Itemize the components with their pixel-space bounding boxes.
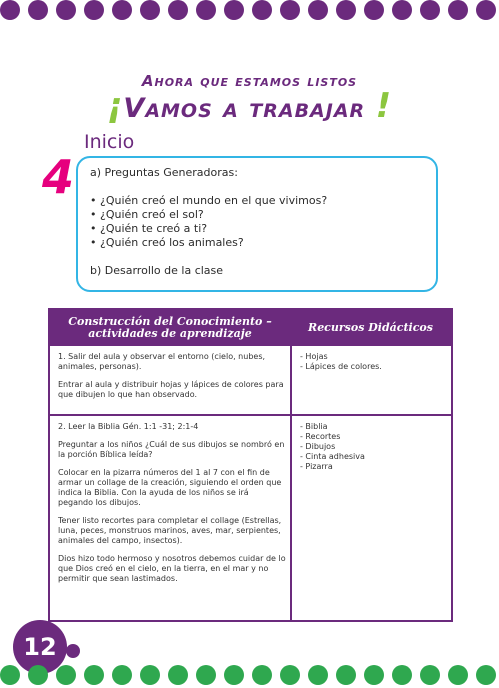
resource-item: - Dibujos (300, 442, 336, 451)
activity-paragraph: Entrar al aula y distribuir hojas y lápices de colores para que dibujen lo que han observado. (58, 380, 284, 399)
border-dot (28, 665, 48, 685)
part-a-label: a) Preguntas Generadoras: (90, 166, 238, 179)
border-dot (420, 665, 440, 685)
page-number-badge: 12 (13, 620, 67, 674)
border-dot (336, 665, 356, 685)
step-number: 4 (42, 150, 75, 204)
border-dot (392, 0, 412, 20)
section-label: Inicio (84, 131, 135, 153)
question-item: • ¿Quién creó los animales? (90, 236, 244, 249)
column-divider (290, 346, 292, 620)
part-b-label: b) Desarrollo de la clase (90, 264, 224, 277)
border-dot (224, 0, 244, 20)
border-dot (420, 0, 440, 20)
border-dot (364, 0, 384, 20)
resource-item: - Recortes (300, 432, 341, 441)
border-dot (84, 0, 104, 20)
border-dot (0, 0, 20, 20)
header-activities: Construcción del Conocimiento – actividades de aprendizaje (68, 315, 272, 340)
page-subtitle: Ahora que estamos listos (141, 72, 358, 90)
border-dot (280, 665, 300, 685)
top-dot-border (0, 0, 499, 24)
border-dot (56, 665, 76, 685)
border-dot (224, 665, 244, 685)
border-dot (112, 665, 132, 685)
question-item: • ¿Quién creó el sol? (90, 208, 204, 221)
border-dot (0, 665, 20, 685)
border-dot (84, 665, 104, 685)
row-divider (50, 414, 451, 416)
border-dot (476, 0, 496, 20)
row2-activities (58, 422, 286, 592)
activity-paragraph: Preguntar a los niños ¿Cuál de sus dibujos se nombró en la porción Bíblica leída? (58, 440, 285, 459)
border-dot (56, 0, 76, 20)
resource-item: - Pizarra (300, 462, 333, 471)
title-close-exclamation: ! (375, 86, 393, 126)
question-item: • ¿Quién te creó a ti? (90, 222, 208, 235)
title-text: Vamos a trabajar (123, 93, 366, 124)
border-dot (252, 0, 272, 20)
row1-resources (300, 352, 445, 372)
resource-item: - Lápices de colores. (300, 362, 382, 371)
border-dot (196, 0, 216, 20)
table-header (50, 310, 451, 346)
border-dot (280, 0, 300, 20)
border-dot (448, 665, 468, 685)
row1-activities (58, 352, 286, 408)
row2-resources (300, 422, 445, 472)
resource-item: - Cinta adhesiva (300, 452, 365, 461)
border-dot (140, 0, 160, 20)
header-resources: Recursos Didácticos (308, 321, 433, 334)
question-item: • ¿Quién creó el mundo en el que vivimos? (90, 194, 328, 207)
activity-paragraph: 1. Salir del aula y observar el entorno (cielo, nubes, animales, personas). (58, 352, 266, 371)
border-dot (196, 665, 216, 685)
page-number-dot (66, 644, 80, 658)
border-dot (364, 665, 384, 685)
activity-paragraph: 2. Leer la Biblia Gén. 1:1 -31; 2:1-4 (58, 422, 199, 431)
intro-box (76, 156, 438, 292)
border-dot (476, 665, 496, 685)
page-title (0, 86, 499, 126)
activity-paragraph: Dios hizo todo hermoso y nosotros debemos cuidar de lo que Dios creó en el cielo, en la tierra, en el mar y no permitir que sean lastimados. (58, 554, 286, 583)
border-dot (252, 665, 272, 685)
border-dot (392, 665, 412, 685)
border-dot (308, 665, 328, 685)
border-dot (168, 665, 188, 685)
resource-item: - Biblia (300, 422, 328, 431)
resource-item: - Hojas (300, 352, 328, 361)
border-dot (140, 665, 160, 685)
border-dot (28, 0, 48, 20)
activity-paragraph: Tener listo recortes para completar el collage (Estrellas, luna, peces, monstruos marinos, aves, mar, serpientes, animales del campo, insectos). (58, 516, 282, 545)
bottom-dot-border (0, 663, 499, 687)
border-dot (308, 0, 328, 20)
activities-table (48, 308, 453, 622)
border-dot (448, 0, 468, 20)
border-dot (168, 0, 188, 20)
question-list (90, 194, 424, 250)
border-dot (112, 0, 132, 20)
activity-paragraph: Colocar en la pizarra números del 1 al 7 con el fin de armar un collage de la creación, siguiendo el orden que indica la Biblia. Con la ayuda de los niños se irá pegando los dibujos. (58, 468, 282, 507)
title-open-exclamation: ¡ (106, 86, 124, 126)
border-dot (336, 0, 356, 20)
